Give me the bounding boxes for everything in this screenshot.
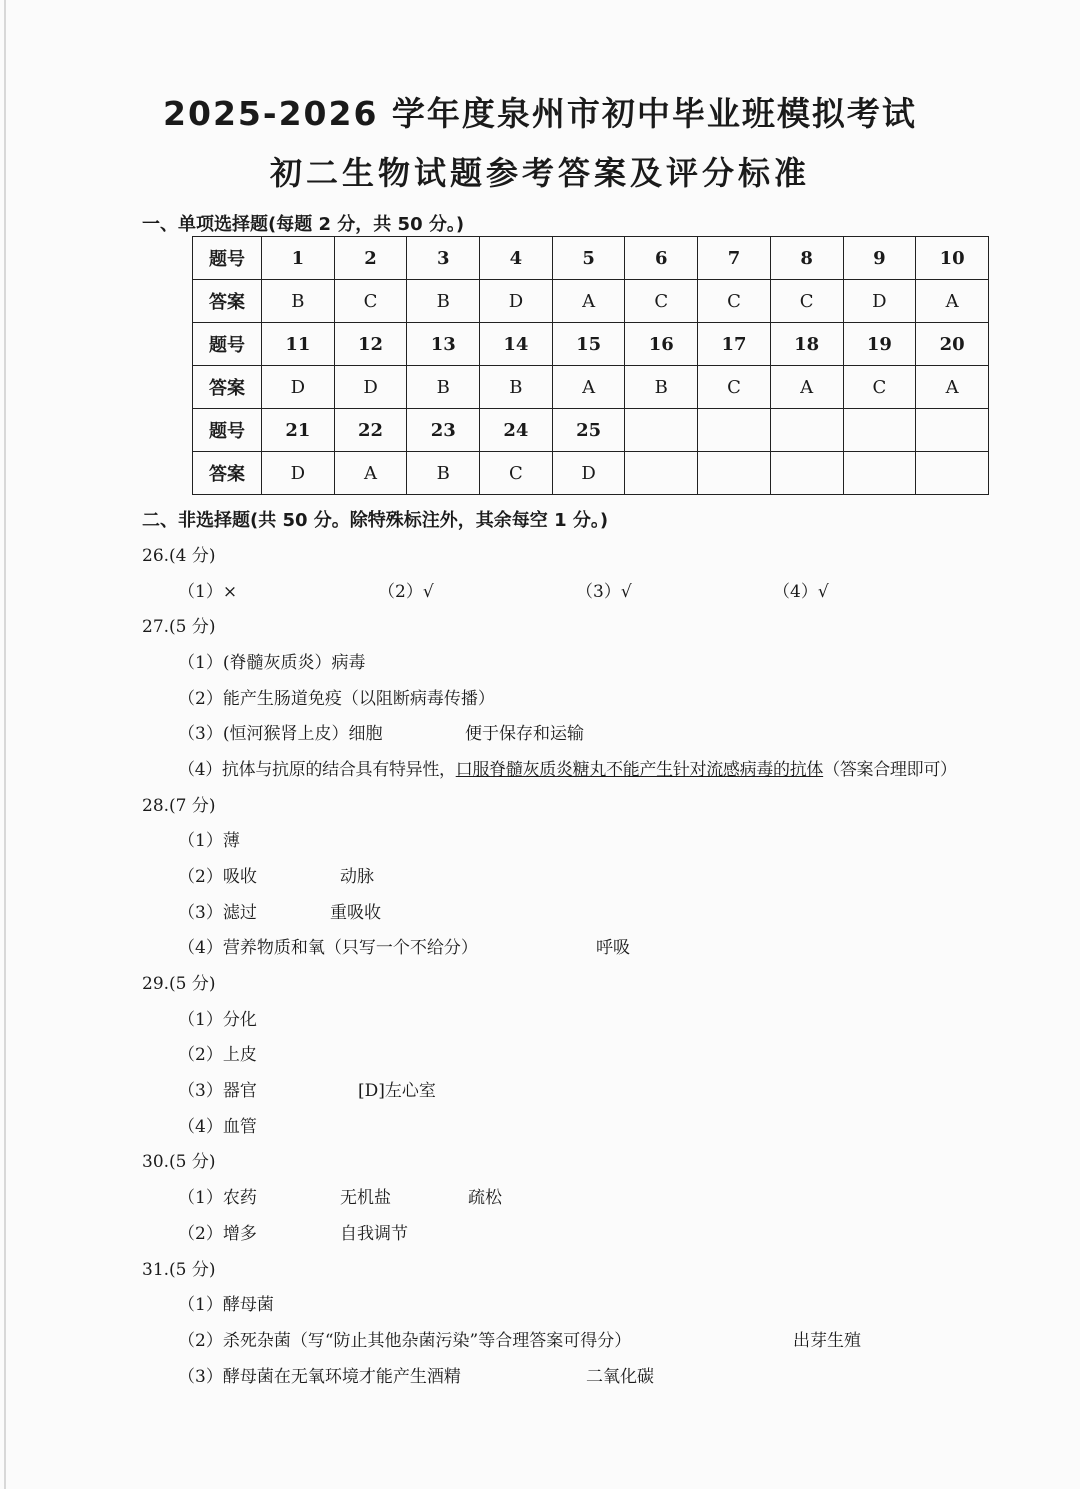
question-number-cell: 24 [480,409,553,452]
question-number-cell: 25 [552,409,625,452]
question-number-cell [770,409,843,452]
q28-line-4b: 呼吸 [596,938,630,958]
q26-answer-3: （3）√ [576,582,632,602]
question-28-title: 28.(7 分) [142,796,216,816]
q31-line-3b: 二氧化碳 [586,1367,654,1387]
question-number-cell: 10 [916,237,989,280]
q29-line-3a: （3）器官 [178,1081,257,1101]
question-number-cell: 17 [698,323,771,366]
q30-line-2a: （2）增多 [178,1224,257,1244]
q27-line-3a: （3）(恒河猴肾上皮）细胞 [178,724,383,744]
answer-table-row [193,280,989,323]
answer-cell: B [262,280,335,323]
q27-line-3b: 便于保存和运输 [465,724,584,744]
answer-cell: A [916,280,989,323]
question-number-cell [916,409,989,452]
answer-cell: C [625,280,698,323]
question-number-cell: 6 [625,237,698,280]
answer-cell [698,452,771,495]
section2-heading: 二、非选择题(共 50 分。除特殊标注外，其余每空 1 分。) [142,510,609,531]
answer-table-row [193,323,989,366]
question-number-cell: 19 [843,323,916,366]
question-number-cell: 5 [552,237,625,280]
q31-line-1: （1）酵母菌 [178,1295,274,1315]
answer-cell: D [552,452,625,495]
answer-cell: A [552,366,625,409]
answer-table-row [193,452,989,495]
answer-cell [625,452,698,495]
question-number-cell: 12 [334,323,407,366]
q28-line-2b: 动脉 [340,867,374,887]
q26-answer-4: （4）√ [773,582,829,602]
section1-heading: 一、单项选择题(每题 2 分，共 50 分。) [142,214,465,235]
question-number-cell [698,409,771,452]
question-number-cell: 3 [407,237,480,280]
answer-cell: C [843,366,916,409]
q30-line-1c: 疏松 [468,1188,502,1208]
question-number-cell: 23 [407,409,480,452]
answer-cell: A [916,366,989,409]
q26-answer-2: （2）√ [378,582,434,602]
answer-cell [770,452,843,495]
q27-line-4b: 口服脊髓灰质炎糖丸不能产生针对流感病毒的抗体 [455,760,824,780]
answer-cell: B [407,452,480,495]
answer-cell: D [262,366,335,409]
question-number-cell: 21 [262,409,335,452]
answer-cell: D [480,280,553,323]
question-number-cell: 20 [916,323,989,366]
question-number-cell: 1 [262,237,335,280]
question-number-cell: 13 [407,323,480,366]
q28-line-4a: （4）营养物质和氧（只写一个不给分） [178,938,478,958]
question-number-label: 题号 [193,237,262,280]
question-number-cell: 4 [480,237,553,280]
q30-line-1b: 无机盐 [340,1188,391,1208]
answer-cell: A [770,366,843,409]
question-31-title: 31.(5 分) [142,1260,216,1280]
answer-cell: D [334,366,407,409]
q29-line-4: （4）血管 [178,1117,257,1137]
q29-line-3b: [D]左心室 [358,1081,436,1101]
question-number-cell: 11 [262,323,335,366]
answer-table-row [193,409,989,452]
question-number-cell: 2 [334,237,407,280]
answer-label: 答案 [193,280,262,323]
q28-line-2a: （2）吸收 [178,867,257,887]
q27-line-4c: （答案合理即可） [823,760,957,780]
answer-label: 答案 [193,366,262,409]
q30-line-1a: （1）农药 [178,1188,257,1208]
question-number-label: 题号 [193,409,262,452]
q27-line-2: （2）能产生肠道免疫（以阻断病毒传播） [178,689,495,709]
question-number-cell [625,409,698,452]
question-number-cell: 18 [770,323,843,366]
q31-line-3a: （3）酵母菌在无氧环境才能产生酒精 [178,1367,461,1387]
answer-cell: B [480,366,553,409]
q29-line-2: （2）上皮 [178,1045,257,1065]
answer-cell [843,452,916,495]
q28-line-3a: （3）滤过 [178,903,257,923]
page-subtitle: 初二生物试题参考答案及评分标准 [269,154,810,192]
q27-line-4a: （4）抗体与抗原的结合具有特异性， [178,760,456,780]
question-number-cell: 8 [770,237,843,280]
answer-table [192,236,989,495]
q27-line-4 [178,755,957,780]
question-number-cell: 16 [625,323,698,366]
answer-cell: B [625,366,698,409]
answer-cell: C [698,366,771,409]
question-number-cell: 9 [843,237,916,280]
q30-line-2b: 自我调节 [340,1224,408,1244]
answer-cell: B [407,366,480,409]
q31-line-2a: （2）杀死杂菌（写“防止其他杂菌污染”等合理答案可得分） [178,1331,632,1351]
answer-cell: C [698,280,771,323]
answer-cell: A [552,280,625,323]
question-number-cell: 7 [698,237,771,280]
answer-cell: D [843,280,916,323]
question-30-title: 30.(5 分) [142,1152,216,1172]
q28-line-3b: 重吸收 [330,903,381,923]
question-number-cell: 14 [480,323,553,366]
q28-line-1: （1）薄 [178,831,240,851]
answer-cell: B [407,280,480,323]
question-27-title: 27.(5 分) [142,617,216,637]
question-number-label: 题号 [193,323,262,366]
question-number-cell: 15 [552,323,625,366]
answer-label: 答案 [193,452,262,495]
answer-cell: C [334,280,407,323]
q31-line-2b: 出芽生殖 [793,1331,861,1351]
page-title: 2025-2026 学年度泉州市初中毕业班模拟考试 [163,94,917,133]
answer-cell [916,452,989,495]
answer-cell: C [770,280,843,323]
question-29-title: 29.(5 分) [142,974,216,994]
answer-table-row [193,366,989,409]
q29-line-1: （1）分化 [178,1010,257,1030]
answer-table-row [193,237,989,280]
page-edge [4,0,6,1489]
answer-cell: D [262,452,335,495]
answer-cell: A [334,452,407,495]
question-number-cell [843,409,916,452]
q27-line-1: （1）(脊髓灰质炎）病毒 [178,653,366,673]
q26-answer-1: （1）× [178,582,238,602]
answer-cell: C [480,452,553,495]
question-number-cell: 22 [334,409,407,452]
question-26-title: 26.(4 分) [142,546,216,566]
